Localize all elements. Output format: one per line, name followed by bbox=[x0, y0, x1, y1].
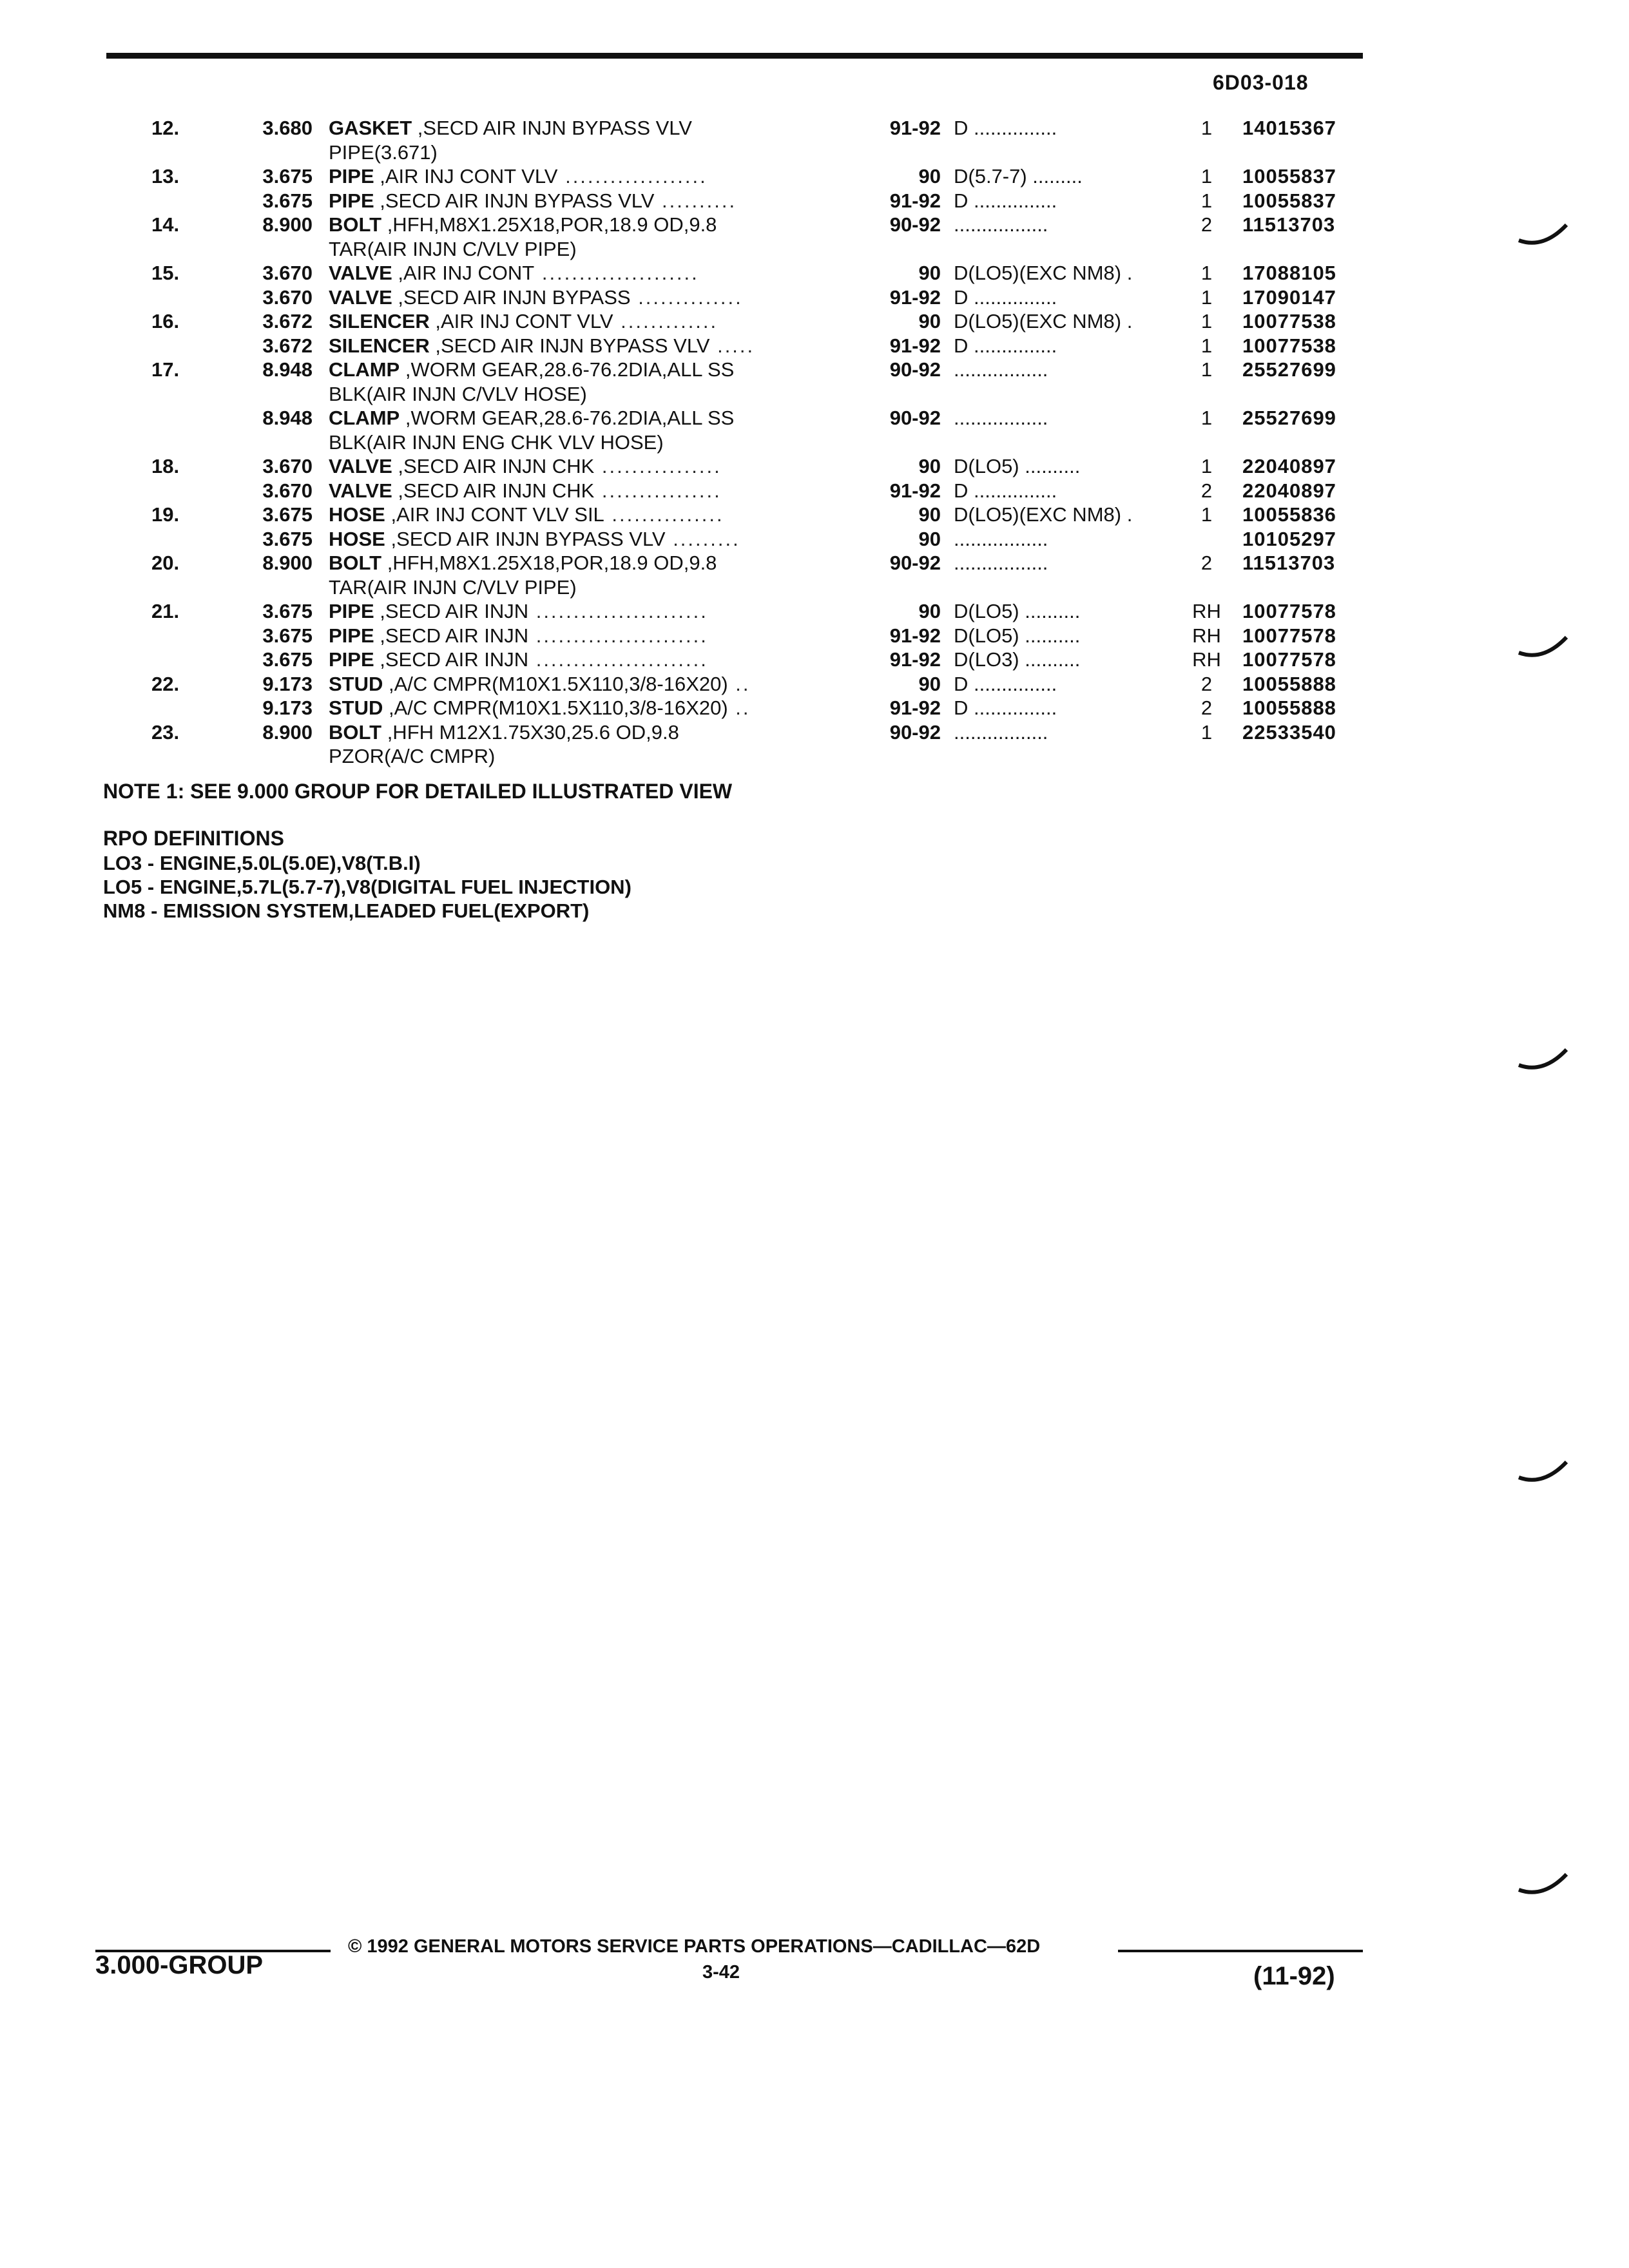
part-name: BOLT bbox=[329, 213, 382, 236]
part-name: PIPE bbox=[329, 600, 374, 622]
description bbox=[329, 213, 844, 237]
table-row bbox=[0, 648, 1629, 672]
quantity: 2 bbox=[1200, 697, 1213, 719]
application: ................. bbox=[954, 527, 1048, 550]
description bbox=[329, 382, 844, 407]
quantity: 1 bbox=[1200, 503, 1213, 526]
quantity: 1 bbox=[1200, 720, 1213, 744]
quantity: 1 bbox=[1200, 455, 1213, 477]
table-row bbox=[0, 213, 1629, 237]
table-row bbox=[0, 406, 1629, 430]
group-number: 8.900 bbox=[262, 720, 313, 744]
leader-dots: ..................... bbox=[534, 262, 699, 284]
model-year: 90-92 bbox=[889, 407, 941, 429]
parts-list bbox=[0, 116, 1629, 769]
application: D(LO5) .......... bbox=[954, 455, 1081, 477]
part-description: ,AIR INJ CONT VLV bbox=[374, 165, 558, 187]
application: D(LO5)(EXC NM8) . bbox=[954, 262, 1133, 284]
part-description: ,SECD AIR INJN bbox=[374, 624, 529, 647]
group-number: 3.670 bbox=[262, 455, 313, 477]
group-number: 3.670 bbox=[262, 285, 313, 309]
part-description: TAR(AIR INJN C/VLV PIPE) bbox=[329, 575, 577, 599]
description bbox=[329, 527, 844, 552]
application: D(LO5)(EXC NM8) . bbox=[954, 310, 1133, 332]
part-name: HOSE bbox=[329, 503, 385, 526]
application: ................. bbox=[954, 358, 1048, 381]
rpo-title: RPO DEFINITIONS bbox=[103, 827, 284, 850]
description bbox=[329, 358, 844, 382]
quantity: RH bbox=[1192, 600, 1221, 622]
footer-rule-right bbox=[1118, 1950, 1363, 1952]
ref-number: 19. bbox=[151, 503, 180, 526]
leader-dots: ................ bbox=[594, 455, 722, 477]
part-name: VALVE bbox=[329, 455, 392, 477]
application: D(LO5) .......... bbox=[954, 624, 1081, 647]
model-year: 90-92 bbox=[889, 213, 941, 236]
application: D(LO3) .......... bbox=[954, 648, 1081, 671]
leader-dots: ..... bbox=[709, 334, 755, 357]
part-name: STUD bbox=[329, 697, 383, 719]
group-number: 3.675 bbox=[262, 165, 313, 187]
part-description: ,AIR INJ CONT bbox=[392, 262, 535, 284]
model-year: 90 bbox=[918, 503, 941, 526]
leader-dots: ....................... bbox=[528, 600, 708, 622]
quantity: RH bbox=[1192, 648, 1221, 671]
note: NOTE 1: SEE 9.000 GROUP FOR DETAILED ILLUSTRATED VIEW bbox=[103, 780, 733, 803]
quantity: 1 bbox=[1200, 407, 1213, 429]
quantity: 1 bbox=[1200, 165, 1213, 187]
group-number: 3.680 bbox=[262, 117, 313, 139]
model-year: 91-92 bbox=[889, 117, 941, 139]
part-name: STUD bbox=[329, 672, 383, 695]
model-year: 90 bbox=[918, 672, 941, 695]
part-description: ,SECD AIR INJN CHK bbox=[392, 479, 595, 502]
model-year: 91-92 bbox=[889, 697, 941, 719]
description bbox=[329, 285, 844, 310]
description bbox=[329, 140, 844, 165]
group-number: 3.670 bbox=[262, 479, 313, 502]
part-number: 10077578 bbox=[1242, 600, 1336, 622]
table-row bbox=[0, 624, 1629, 648]
quantity: 1 bbox=[1200, 358, 1213, 381]
part-number: 22040897 bbox=[1242, 455, 1336, 477]
footer-group: 3.000-GROUP bbox=[95, 1951, 264, 1979]
application: ................. bbox=[954, 213, 1048, 236]
part-description: ,SECD AIR INJN BYPASS VLV bbox=[374, 189, 655, 212]
table-row bbox=[0, 382, 1629, 407]
application: D(LO5) .......... bbox=[954, 600, 1081, 622]
part-number: 10055836 bbox=[1242, 503, 1336, 526]
leader-dots: ............. bbox=[613, 310, 718, 332]
part-number: 10077538 bbox=[1242, 334, 1336, 357]
part-name: VALVE bbox=[329, 479, 392, 502]
table-row bbox=[0, 551, 1629, 575]
quantity: 2 bbox=[1200, 552, 1213, 574]
description bbox=[329, 479, 844, 503]
group-number: 3.675 bbox=[262, 624, 313, 647]
part-number: 17090147 bbox=[1242, 285, 1336, 309]
table-row bbox=[0, 285, 1629, 310]
quantity: 2 bbox=[1200, 672, 1213, 695]
binder-hole-mark bbox=[1518, 635, 1569, 660]
application: D ............... bbox=[954, 672, 1057, 695]
model-year: 91-92 bbox=[889, 624, 941, 647]
ref-number: 12. bbox=[151, 117, 180, 139]
description bbox=[329, 189, 844, 213]
quantity: 1 bbox=[1200, 334, 1213, 357]
part-number: 25527699 bbox=[1242, 407, 1336, 429]
part-description: ,SECD AIR INJN BYPASS VLV bbox=[412, 117, 692, 139]
part-number: 10055888 bbox=[1242, 697, 1336, 719]
leader-dots: ................... bbox=[557, 165, 708, 187]
description bbox=[329, 406, 844, 430]
group-number: 3.672 bbox=[262, 310, 313, 332]
table-row bbox=[0, 454, 1629, 479]
description bbox=[329, 503, 844, 527]
leader-dots: ................ bbox=[594, 479, 722, 502]
group-number: 3.670 bbox=[262, 262, 313, 284]
part-description: ,HFH M12X1.75X30,25.6 OD,9.8 bbox=[381, 720, 679, 744]
rpo-line-nm8: NM8 - EMISSION SYSTEM,LEADED FUEL(EXPORT) bbox=[103, 899, 590, 922]
group-number: 9.173 bbox=[262, 672, 313, 695]
part-number: 10055837 bbox=[1242, 189, 1336, 212]
ref-number: 21. bbox=[151, 600, 180, 622]
part-description: TAR(AIR INJN C/VLV PIPE) bbox=[329, 237, 577, 260]
model-year: 91-92 bbox=[889, 285, 941, 309]
model-year: 90-92 bbox=[889, 552, 941, 574]
part-description: BLK(AIR INJN ENG CHK VLV HOSE) bbox=[329, 430, 664, 454]
footer-copyright: © 1992 GENERAL MOTORS SERVICE PARTS OPERATIONS—CADILLAC—62D bbox=[348, 1936, 1041, 1957]
ref-number: 14. bbox=[151, 213, 180, 236]
part-description: BLK(AIR INJN C/VLV HOSE) bbox=[329, 382, 587, 405]
part-description: PZOR(A/C CMPR) bbox=[329, 745, 496, 767]
model-year: 90 bbox=[918, 455, 941, 477]
part-number: 10105297 bbox=[1242, 527, 1336, 550]
binder-hole-mark bbox=[1518, 1459, 1569, 1485]
part-number: 22533540 bbox=[1242, 720, 1336, 744]
table-row bbox=[0, 744, 1629, 769]
model-year: 90 bbox=[918, 527, 941, 550]
description bbox=[329, 164, 844, 189]
part-description: ,AIR INJ CONT VLV SIL bbox=[385, 503, 604, 526]
description bbox=[329, 599, 844, 624]
table-row bbox=[0, 479, 1629, 503]
description bbox=[329, 454, 844, 479]
description bbox=[329, 672, 844, 697]
part-number: 10077538 bbox=[1242, 310, 1336, 332]
part-number: 17088105 bbox=[1242, 262, 1336, 284]
part-name: VALVE bbox=[329, 262, 392, 284]
table-row bbox=[0, 696, 1629, 720]
part-number: 11513703 bbox=[1242, 213, 1336, 236]
part-name: PIPE bbox=[329, 189, 374, 212]
table-row bbox=[0, 140, 1629, 165]
application: ................. bbox=[954, 720, 1048, 744]
part-number: 10055888 bbox=[1242, 672, 1336, 695]
part-number: 14015367 bbox=[1242, 117, 1336, 139]
leader-dots: ............... bbox=[604, 503, 724, 526]
part-name: PIPE bbox=[329, 648, 374, 671]
part-description: ,SECD AIR INJN bbox=[374, 600, 529, 622]
description bbox=[329, 261, 844, 285]
application: D ............... bbox=[954, 189, 1057, 212]
leader-dots: .. bbox=[728, 697, 751, 719]
group-number: 8.900 bbox=[262, 213, 313, 236]
ref-number: 16. bbox=[151, 310, 180, 332]
part-number: 11513703 bbox=[1242, 552, 1336, 574]
top-rule bbox=[106, 53, 1363, 59]
table-row bbox=[0, 309, 1629, 334]
table-row bbox=[0, 575, 1629, 600]
rpo-line-lo3: LO3 - ENGINE,5.0L(5.0E),V8(T.B.I) bbox=[103, 852, 421, 874]
part-description: PIPE(3.671) bbox=[329, 140, 438, 164]
part-name: GASKET bbox=[329, 117, 412, 139]
group-number: 8.948 bbox=[262, 358, 313, 381]
description bbox=[329, 551, 844, 575]
group-number: 9.173 bbox=[262, 697, 313, 719]
ref-number: 18. bbox=[151, 455, 180, 477]
ref-number: 23. bbox=[151, 720, 180, 744]
group-number: 3.675 bbox=[262, 503, 313, 526]
ref-number: 17. bbox=[151, 358, 180, 381]
part-description: ,SECD AIR INJN BYPASS bbox=[392, 285, 631, 309]
description bbox=[329, 624, 844, 648]
application: D ............... bbox=[954, 479, 1057, 502]
model-year: 90-92 bbox=[889, 720, 941, 744]
part-name: BOLT bbox=[329, 552, 382, 574]
group-number: 8.900 bbox=[262, 552, 313, 574]
table-row bbox=[0, 261, 1629, 285]
table-row bbox=[0, 334, 1629, 358]
page-code: 6D03-018 bbox=[1213, 71, 1309, 94]
binder-hole-mark bbox=[1518, 222, 1569, 248]
part-name: CLAMP bbox=[329, 358, 400, 381]
model-year: 90-92 bbox=[889, 358, 941, 381]
part-number: 25527699 bbox=[1242, 358, 1336, 381]
application: ................. bbox=[954, 552, 1048, 574]
binder-hole-mark bbox=[1518, 1872, 1569, 1898]
part-description: ,HFH,M8X1.25X18,POR,18.9 OD,9.8 bbox=[381, 213, 717, 236]
model-year: 91-92 bbox=[889, 479, 941, 502]
group-number: 3.675 bbox=[262, 648, 313, 671]
leader-dots: .............. bbox=[630, 285, 743, 309]
description bbox=[329, 575, 844, 600]
part-description: ,SECD AIR INJN CHK bbox=[392, 455, 595, 477]
table-row bbox=[0, 720, 1629, 745]
table-row bbox=[0, 527, 1629, 552]
description bbox=[329, 237, 844, 262]
model-year: 90 bbox=[918, 262, 941, 284]
leader-dots: .. bbox=[728, 672, 751, 695]
part-name: HOSE bbox=[329, 527, 385, 550]
table-row bbox=[0, 358, 1629, 382]
application: D(LO5)(EXC NM8) . bbox=[954, 503, 1133, 526]
model-year: 91-92 bbox=[889, 334, 941, 357]
model-year: 90 bbox=[918, 165, 941, 187]
part-number: 22040897 bbox=[1242, 479, 1336, 502]
ref-number: 20. bbox=[151, 552, 180, 574]
description bbox=[329, 116, 844, 140]
table-row bbox=[0, 189, 1629, 213]
part-name: PIPE bbox=[329, 165, 374, 187]
model-year: 90 bbox=[918, 600, 941, 622]
part-name: PIPE bbox=[329, 624, 374, 647]
application: ................. bbox=[954, 407, 1048, 429]
group-number: 3.672 bbox=[262, 334, 313, 357]
footer-date: (11-92) bbox=[1253, 1962, 1335, 1990]
part-name: BOLT bbox=[329, 720, 382, 744]
leader-dots: ....................... bbox=[528, 624, 708, 647]
application: D(5.7-7) ......... bbox=[954, 165, 1083, 187]
part-description: ,SECD AIR INJN bbox=[374, 648, 529, 671]
part-description: ,A/C CMPR(M10X1.5X110,3/8-16X20) bbox=[383, 672, 728, 695]
leader-dots: .......... bbox=[654, 189, 737, 212]
table-row bbox=[0, 237, 1629, 262]
quantity: 1 bbox=[1200, 310, 1213, 332]
description bbox=[329, 430, 844, 455]
part-description: ,HFH,M8X1.25X18,POR,18.9 OD,9.8 bbox=[381, 552, 717, 574]
quantity: 1 bbox=[1200, 117, 1213, 139]
part-number: 10077578 bbox=[1242, 648, 1336, 671]
ref-number: 22. bbox=[151, 672, 180, 695]
table-row bbox=[0, 164, 1629, 189]
part-number: 10077578 bbox=[1242, 624, 1336, 647]
leader-dots: ......... bbox=[665, 527, 740, 550]
part-name: VALVE bbox=[329, 285, 392, 309]
description bbox=[329, 720, 844, 745]
description bbox=[329, 334, 844, 358]
model-year: 91-92 bbox=[889, 189, 941, 212]
table-row bbox=[0, 503, 1629, 527]
table-row bbox=[0, 116, 1629, 140]
application: D ............... bbox=[954, 697, 1057, 719]
quantity: 2 bbox=[1200, 479, 1213, 502]
model-year: 91-92 bbox=[889, 648, 941, 671]
part-name: SILENCER bbox=[329, 334, 430, 357]
group-number: 3.675 bbox=[262, 600, 313, 622]
quantity: 2 bbox=[1200, 213, 1213, 236]
quantity: 1 bbox=[1200, 189, 1213, 212]
quantity: RH bbox=[1192, 624, 1221, 647]
part-description: ,A/C CMPR(M10X1.5X110,3/8-16X20) bbox=[383, 697, 728, 719]
rpo-line-lo5: LO5 - ENGINE,5.7L(5.7-7),V8(DIGITAL FUEL INJECTION) bbox=[103, 876, 631, 898]
application: D ............... bbox=[954, 334, 1057, 357]
description bbox=[329, 744, 844, 769]
model-year: 90 bbox=[918, 310, 941, 332]
quantity: 1 bbox=[1200, 262, 1213, 284]
part-description: ,AIR INJ CONT VLV bbox=[429, 310, 613, 332]
part-number: 10055837 bbox=[1242, 165, 1336, 187]
description bbox=[329, 309, 844, 334]
description bbox=[329, 648, 844, 672]
group-number: 8.948 bbox=[262, 407, 313, 429]
part-description: ,WORM GEAR,28.6-76.2DIA,ALL SS bbox=[400, 407, 735, 429]
part-name: CLAMP bbox=[329, 407, 400, 429]
part-name: SILENCER bbox=[329, 310, 430, 332]
application: D ............... bbox=[954, 285, 1057, 309]
binder-hole-mark bbox=[1518, 1047, 1569, 1073]
ref-number: 13. bbox=[151, 165, 180, 187]
part-description: ,SECD AIR INJN BYPASS VLV bbox=[429, 334, 710, 357]
footer-page-number: 3-42 bbox=[702, 1962, 740, 1983]
description bbox=[329, 696, 844, 720]
table-row bbox=[0, 599, 1629, 624]
part-description: ,SECD AIR INJN BYPASS VLV bbox=[385, 527, 666, 550]
part-description: ,WORM GEAR,28.6-76.2DIA,ALL SS bbox=[400, 358, 735, 381]
table-row bbox=[0, 672, 1629, 697]
quantity: 1 bbox=[1200, 285, 1213, 309]
leader-dots: ....................... bbox=[528, 648, 708, 671]
group-number: 3.675 bbox=[262, 527, 313, 550]
table-row bbox=[0, 430, 1629, 455]
group-number: 3.675 bbox=[262, 189, 313, 212]
ref-number: 15. bbox=[151, 262, 180, 284]
application: D ............... bbox=[954, 117, 1057, 139]
